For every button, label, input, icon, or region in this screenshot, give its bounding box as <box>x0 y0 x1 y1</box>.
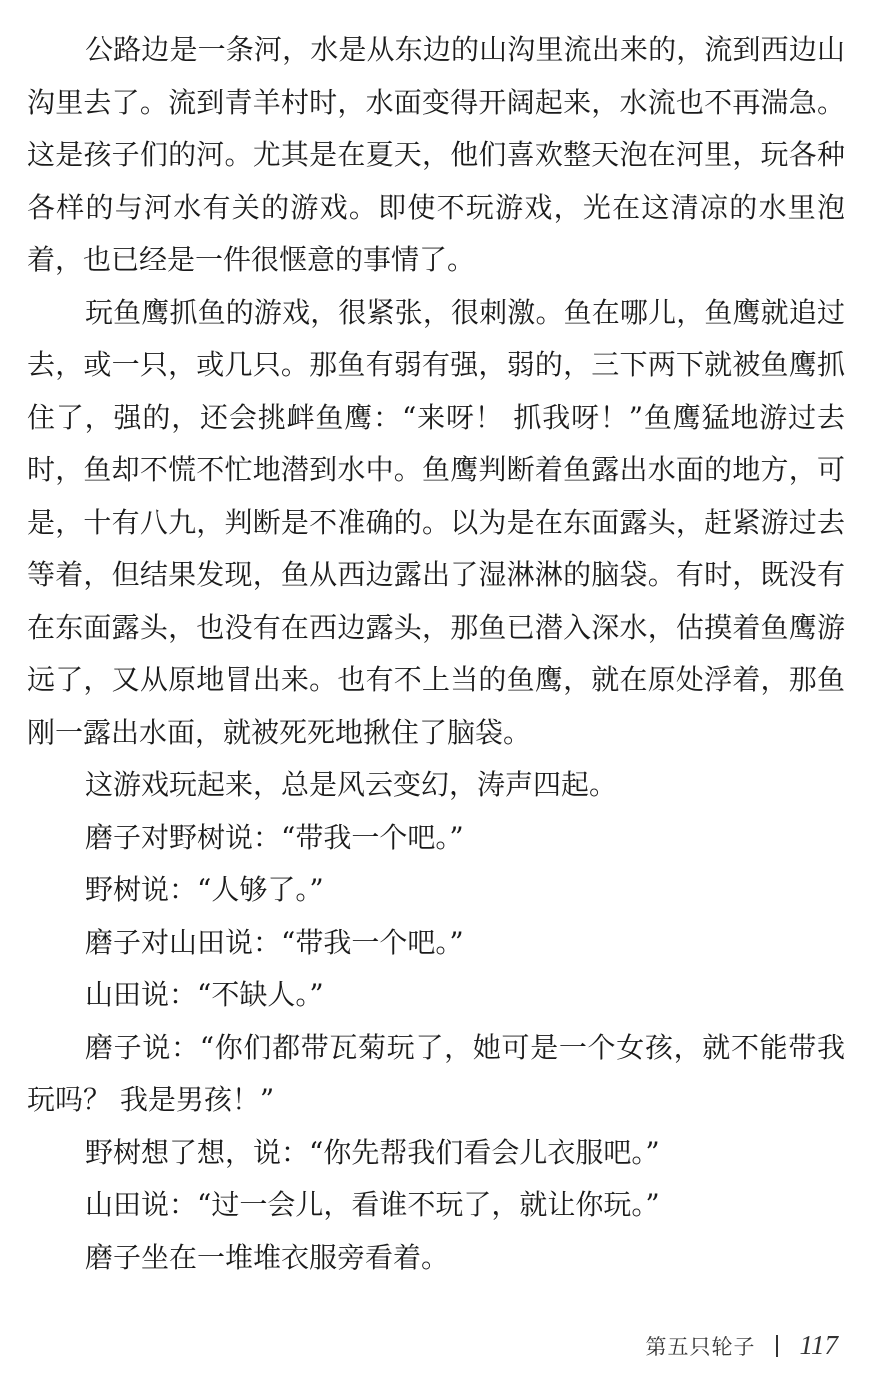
footer-divider <box>776 1335 778 1357</box>
paragraph-11: 磨子坐在一堆堆衣服旁看着。 <box>85 1240 450 1274</box>
paragraph-3: 这游戏玩起来，总是风云变幻，涛声四起。 <box>85 768 618 801</box>
paragraph-6: 磨子对山田说：“带我一个吧。” <box>85 925 464 959</box>
paragraph-2: 玩鱼鹰抓鱼的游戏，很紧张，很刺激。鱼在哪儿，鱼鹰就追过去，或一只，或几只。那鱼有弱有强，弱的，三下两下就被鱼鹰抓住了，强的，还会挑衅鱼鹰：“来呀！ 抓我呀！”鱼鹰猛地游过去时，鱼却不慌不忙地潜到水中。鱼鹰判断着鱼露出水面的地方，可是，十有八九，判断是不准确的。以为是在东面露头，赶紧游过去等着，但结果发现，鱼从西边露出了湿淋淋的脑袋。有时，既没有在东面露头，也没有在西边露头，那鱼已潜入深水，估摸着鱼鹰游远了，又从原地冒出来。也有不上当的鱼鹰，就在原处浮着，那鱼刚一露出水面，就被死死地揪住了脑袋。 <box>27 295 845 749</box>
paragraph-10: 山田说：“过一会儿，看谁不玩了，就让你玩。” <box>85 1188 660 1221</box>
body-text <box>27 24 845 1284</box>
paragraph-9: 野树想了想，说：“你先帮我们看会儿衣服吧。” <box>85 1135 660 1169</box>
paragraph-8: 磨子说：“你们都带瓦菊玩了，她可是一个女孩，就不能带我玩吗？ 我是男孩！” <box>27 1030 845 1116</box>
page-footer <box>646 1330 839 1361</box>
paragraph-5: 野树说：“人够了。” <box>85 873 324 906</box>
chapter-title: 第五只轮子 <box>645 1334 756 1359</box>
paragraph-7: 山田说：“不缺人。” <box>85 978 324 1011</box>
paragraph-1: 公路边是一条河，水是从东边的山沟里流出来的，流到西边山沟里去了。流到青羊村时，水面变得开阔起来，水流也不再湍急。这是孩子们的河。尤其是在夏天，他们喜欢整天泡在河里，玩各种各样的与河水有关的游戏。即使不玩游戏，光在这清凉的水里泡着，也已经是一件很惬意的事情了。 <box>27 33 845 276</box>
paragraph-4: 磨子对野树说：“带我一个吧。” <box>85 820 464 854</box>
page-number: 117 <box>799 1330 838 1360</box>
